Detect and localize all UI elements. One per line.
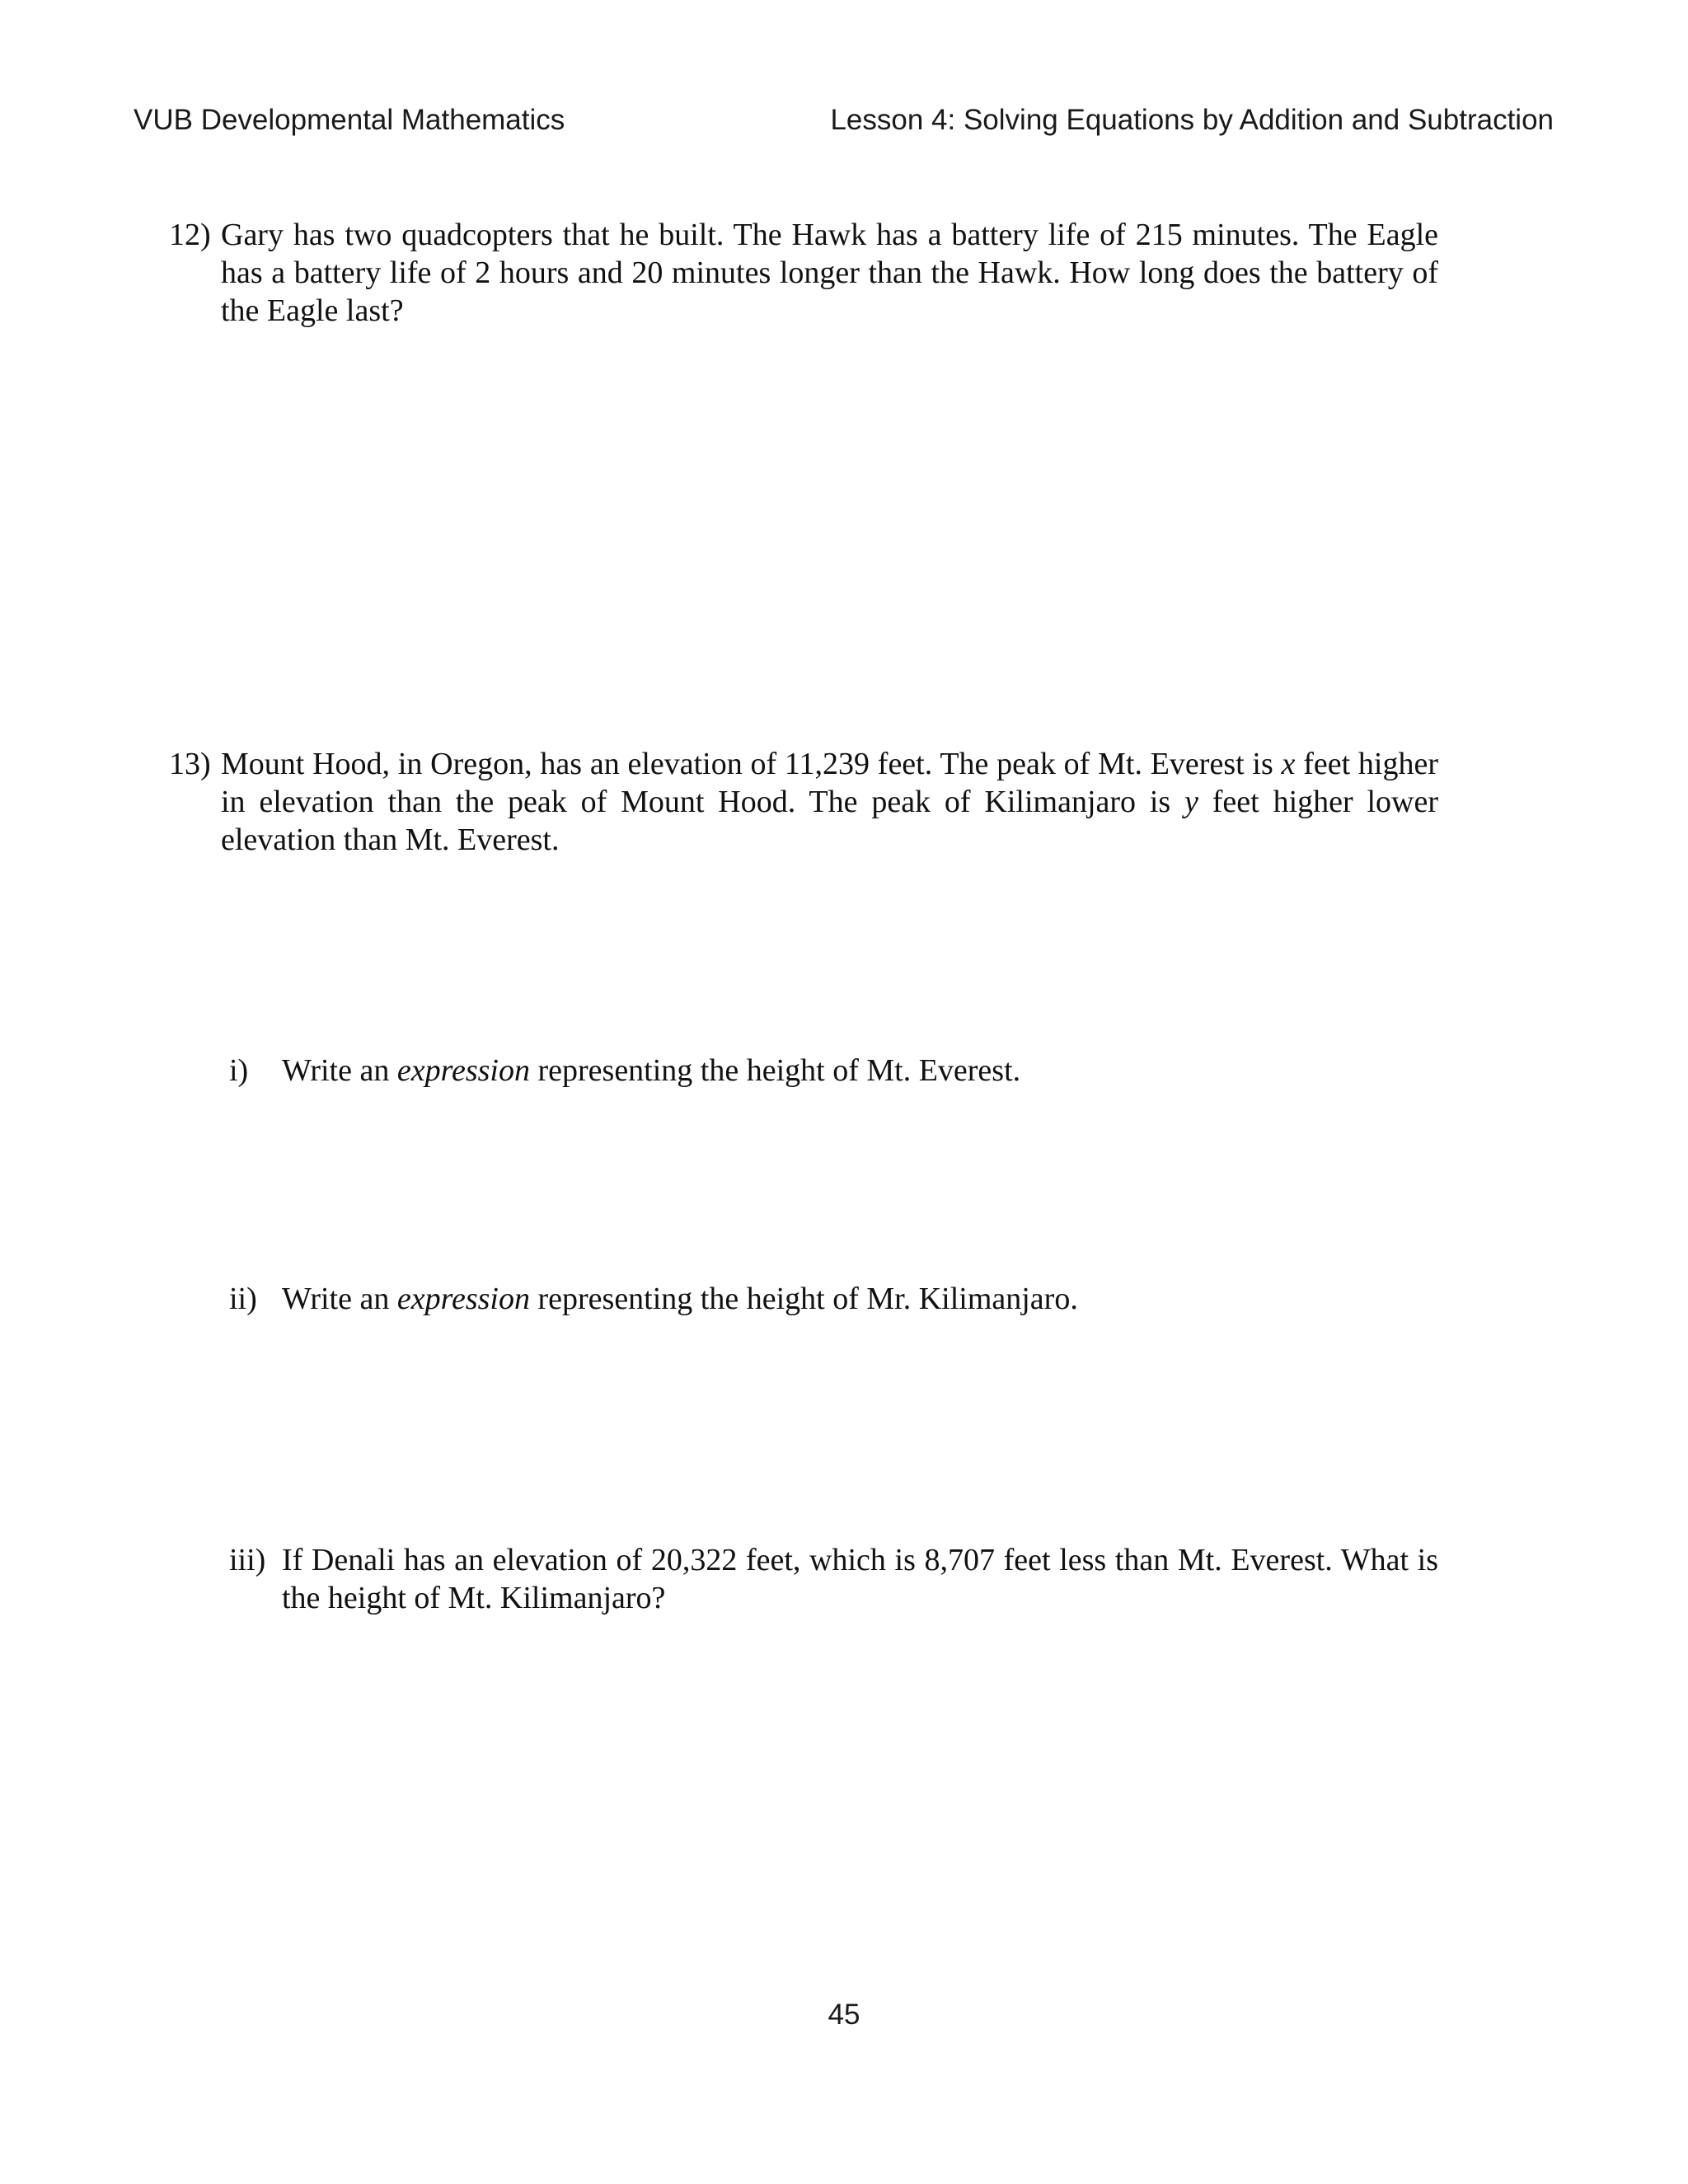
subpart-text [282, 1052, 1438, 1090]
subpart-label: ii) [229, 1282, 257, 1316]
document-header-right: Lesson 4: Solving Equations by Addition and Subtraction [830, 104, 1554, 136]
subpart-text-part: representing the height of Mr. Kilimanjaro. [529, 1282, 1078, 1316]
subpart-label: i) [229, 1053, 249, 1088]
emphasis-expression: expression [396, 1053, 530, 1088]
page-number: 45 [828, 1999, 860, 2031]
subpart-i [229, 1052, 1438, 1090]
subpart-label: iii) [229, 1543, 266, 1577]
subpart-text-part: representing the height of Mt. Everest. [529, 1053, 1021, 1088]
subpart-ii [229, 1280, 1438, 1318]
problem-13 [169, 745, 1438, 859]
subpart-iii [229, 1541, 1438, 1617]
variable-y: y [1184, 785, 1198, 819]
problem-text-part: feet higher lower elevation than Mt. Everest. [221, 785, 1439, 857]
subpart-text: If Denali has an elevation of 20,322 feet, which is 8,707 feet less than Mt. Everest. What is the height of Mt. Kilimanjaro? [282, 1543, 1438, 1615]
subpart-text [282, 1280, 1438, 1318]
problem-text-part: Mount Hood, in Oregon, has an elevation of 11,239 feet. The peak of Mt. Everest is [221, 747, 1282, 781]
variable-x: x [1281, 747, 1296, 781]
problem-12 [169, 216, 1438, 330]
emphasis-expression: expression [396, 1282, 530, 1316]
document-header-left: VUB Developmental Mathematics [134, 104, 565, 136]
problem-number: 13) [169, 747, 211, 781]
problem-text [221, 745, 1438, 859]
subpart-text-part: Write an [282, 1053, 397, 1088]
problem-text-part: feet higher in elevation than the peak of Mount Hood. The peak of Kilimanjaro is [221, 747, 1439, 819]
problem-number: 12) [169, 218, 211, 252]
problem-text: Gary has two quadcopters that he built. The Hawk has a battery life of 215 minutes. The Eagle has a battery life of 2 hours and 20 minutes longer than the Hawk. How long does the battery of the Eagle last? [221, 218, 1438, 328]
subpart-text-part: Write an [282, 1282, 397, 1316]
